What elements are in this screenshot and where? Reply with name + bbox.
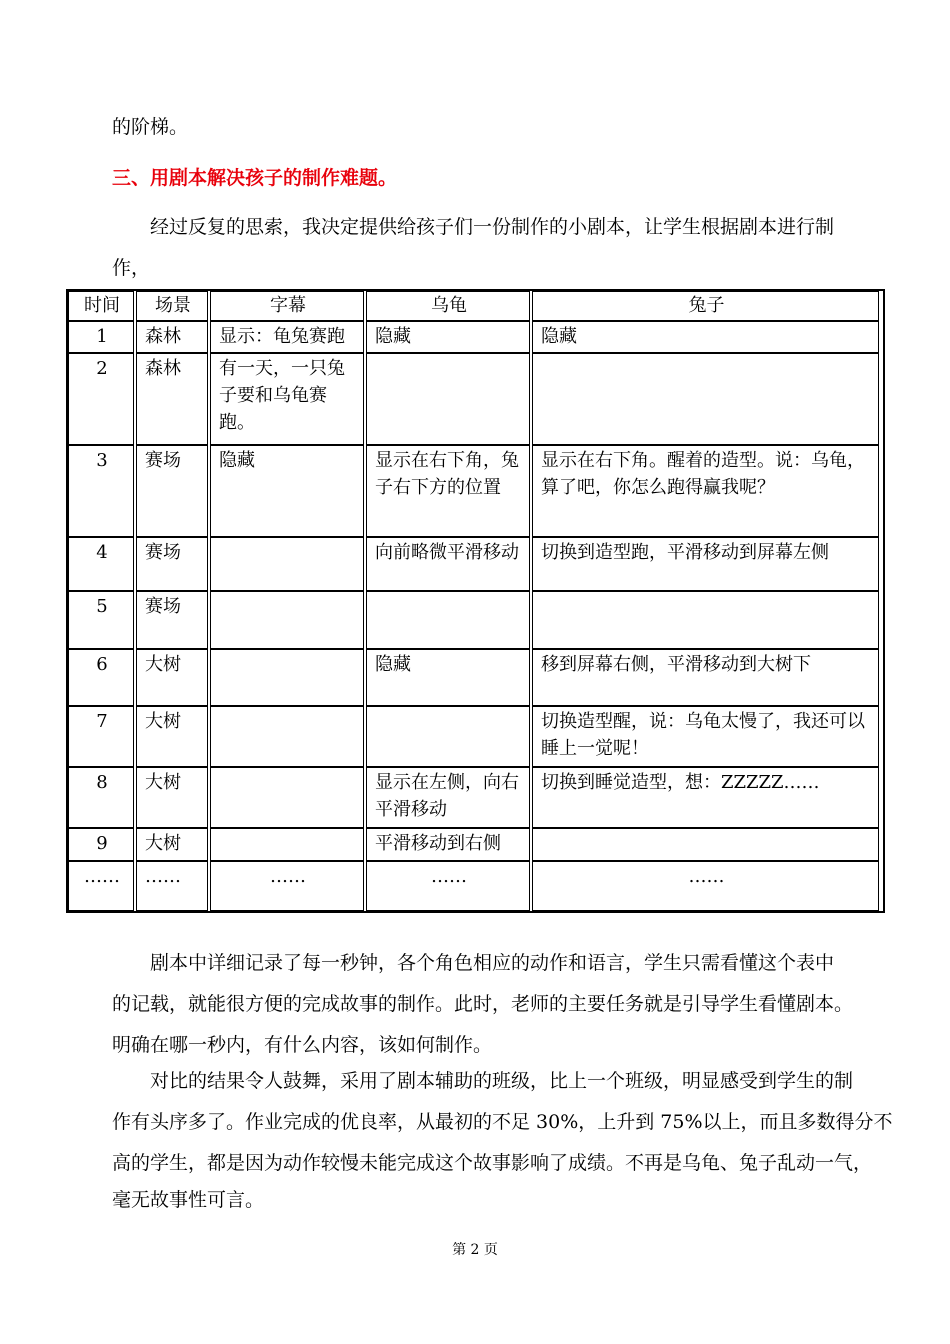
cell-rabbit: 切换造型醒，说：乌龟太慢了，我还可以睡上一觉呢！ bbox=[532, 706, 879, 767]
cell-time: 4 bbox=[68, 537, 134, 591]
table-row bbox=[68, 591, 879, 649]
cell-time: 8 bbox=[68, 767, 134, 828]
cell-rabbit bbox=[532, 828, 879, 861]
table-row bbox=[68, 353, 879, 445]
intro-paragraph-line: 作， bbox=[112, 257, 151, 279]
cell-scene: 大树 bbox=[136, 649, 208, 706]
table-row bbox=[68, 445, 879, 537]
cell-time: 1 bbox=[68, 321, 134, 353]
table-row bbox=[68, 321, 879, 353]
cell-subtitle bbox=[210, 649, 364, 706]
cell-turtle bbox=[366, 706, 530, 767]
cell-turtle bbox=[366, 353, 530, 445]
cell-rabbit: 移到屏幕右侧，平滑移动到大树下 bbox=[532, 649, 879, 706]
cell-turtle: 隐藏 bbox=[366, 321, 530, 353]
cell-rabbit: 隐藏 bbox=[532, 321, 879, 353]
table-row bbox=[68, 706, 879, 767]
body-paragraph-line: 的记载，就能很方便的完成故事的制作。此时，老师的主要任务就是引导学生看懂剧本。 bbox=[112, 993, 854, 1015]
cell-subtitle: 显示：龟兔赛跑 bbox=[210, 321, 364, 353]
header-subtitle: 字幕 bbox=[210, 291, 364, 321]
cell-scene: 大树 bbox=[136, 828, 208, 861]
cell-turtle: …… bbox=[366, 861, 530, 911]
cell-subtitle: 有一天，一只兔子要和乌龟赛跑。 bbox=[210, 353, 364, 445]
cell-rabbit: 切换到造型跑，平滑移动到屏幕左侧 bbox=[532, 537, 879, 591]
cell-time: 3 bbox=[68, 445, 134, 537]
cell-subtitle bbox=[210, 828, 364, 861]
cell-time: 5 bbox=[68, 591, 134, 649]
cell-turtle: 平滑移动到右侧 bbox=[366, 828, 530, 861]
cell-rabbit: 显示在右下角。醒着的造型。说：乌龟，算了吧，你怎么跑得赢我呢？ bbox=[532, 445, 879, 537]
intro-paragraph-line: 经过反复的思索，我决定提供给孩子们一份制作的小剧本，让学生根据剧本进行制 bbox=[150, 216, 835, 238]
cell-rabbit: 切换到睡觉造型，想：ZZZZZ…… bbox=[532, 767, 879, 828]
cell-turtle: 向前略微平滑移动 bbox=[366, 537, 530, 591]
table-row bbox=[68, 537, 879, 591]
cell-scene: 赛场 bbox=[136, 591, 208, 649]
body-paragraph-line: 对比的结果令人鼓舞，采用了剧本辅助的班级，比上一个班级，明显感受到学生的制 bbox=[150, 1070, 854, 1092]
cell-time: 9 bbox=[68, 828, 134, 861]
cell-rabbit: …… bbox=[532, 861, 879, 911]
body-paragraph-line: 剧本中详细记录了每一秒钟，各个角色相应的动作和语言，学生只需看懂这个表中 bbox=[150, 952, 835, 974]
cell-subtitle bbox=[210, 706, 364, 767]
cell-subtitle bbox=[210, 591, 364, 649]
table-row bbox=[68, 828, 879, 861]
cell-time: 2 bbox=[68, 353, 134, 445]
section-heading: 三、用剧本解决孩子的制作难题。 bbox=[112, 167, 398, 189]
cell-scene: 大树 bbox=[136, 706, 208, 767]
cell-scene: 大树 bbox=[136, 767, 208, 828]
table-row bbox=[68, 767, 879, 828]
cell-subtitle bbox=[210, 537, 364, 591]
header-rabbit: 兔子 bbox=[532, 291, 879, 321]
cell-subtitle: 隐藏 bbox=[210, 445, 364, 537]
body-paragraph-line: 高的学生，都是因为动作较慢未能完成这个故事影响了成绩。不再是乌龟、兔子乱动一气， bbox=[112, 1152, 873, 1174]
cell-time: …… bbox=[68, 861, 134, 911]
cell-time: 7 bbox=[68, 706, 134, 767]
body-paragraph-line: 毫无故事性可言。 bbox=[112, 1189, 265, 1211]
body-paragraph-line: 明确在哪一秒内，有什么内容，该如何制作。 bbox=[112, 1034, 493, 1056]
table-header-row bbox=[68, 291, 879, 321]
page-number: 第 2 页 bbox=[452, 1242, 498, 1258]
cell-scene: 森林 bbox=[136, 353, 208, 445]
body-paragraph-line: 作有头序多了。作业完成的优良率，从最初的不足 30%，上升到 75%以上，而且多数得分不 bbox=[112, 1111, 893, 1133]
cell-time: 6 bbox=[68, 649, 134, 706]
cell-subtitle: …… bbox=[210, 861, 364, 911]
cell-scene: 森林 bbox=[136, 321, 208, 353]
cell-turtle: 隐藏 bbox=[366, 649, 530, 706]
cell-turtle: 显示在左侧，向右平滑移动 bbox=[366, 767, 530, 828]
paragraph-continuation: 的阶梯。 bbox=[112, 116, 189, 138]
cell-scene: …… bbox=[136, 861, 208, 911]
table-row bbox=[68, 861, 879, 911]
cell-scene: 赛场 bbox=[136, 445, 208, 537]
header-turtle: 乌龟 bbox=[366, 291, 530, 321]
cell-rabbit bbox=[532, 591, 879, 649]
cell-subtitle bbox=[210, 767, 364, 828]
table-row bbox=[68, 649, 879, 706]
cell-rabbit bbox=[532, 353, 879, 445]
script-table bbox=[66, 289, 885, 913]
cell-scene: 赛场 bbox=[136, 537, 208, 591]
header-scene: 场景 bbox=[136, 291, 208, 321]
cell-turtle bbox=[366, 591, 530, 649]
header-time: 时间 bbox=[68, 291, 134, 321]
cell-turtle: 显示在右下角，兔子右下方的位置 bbox=[366, 445, 530, 537]
